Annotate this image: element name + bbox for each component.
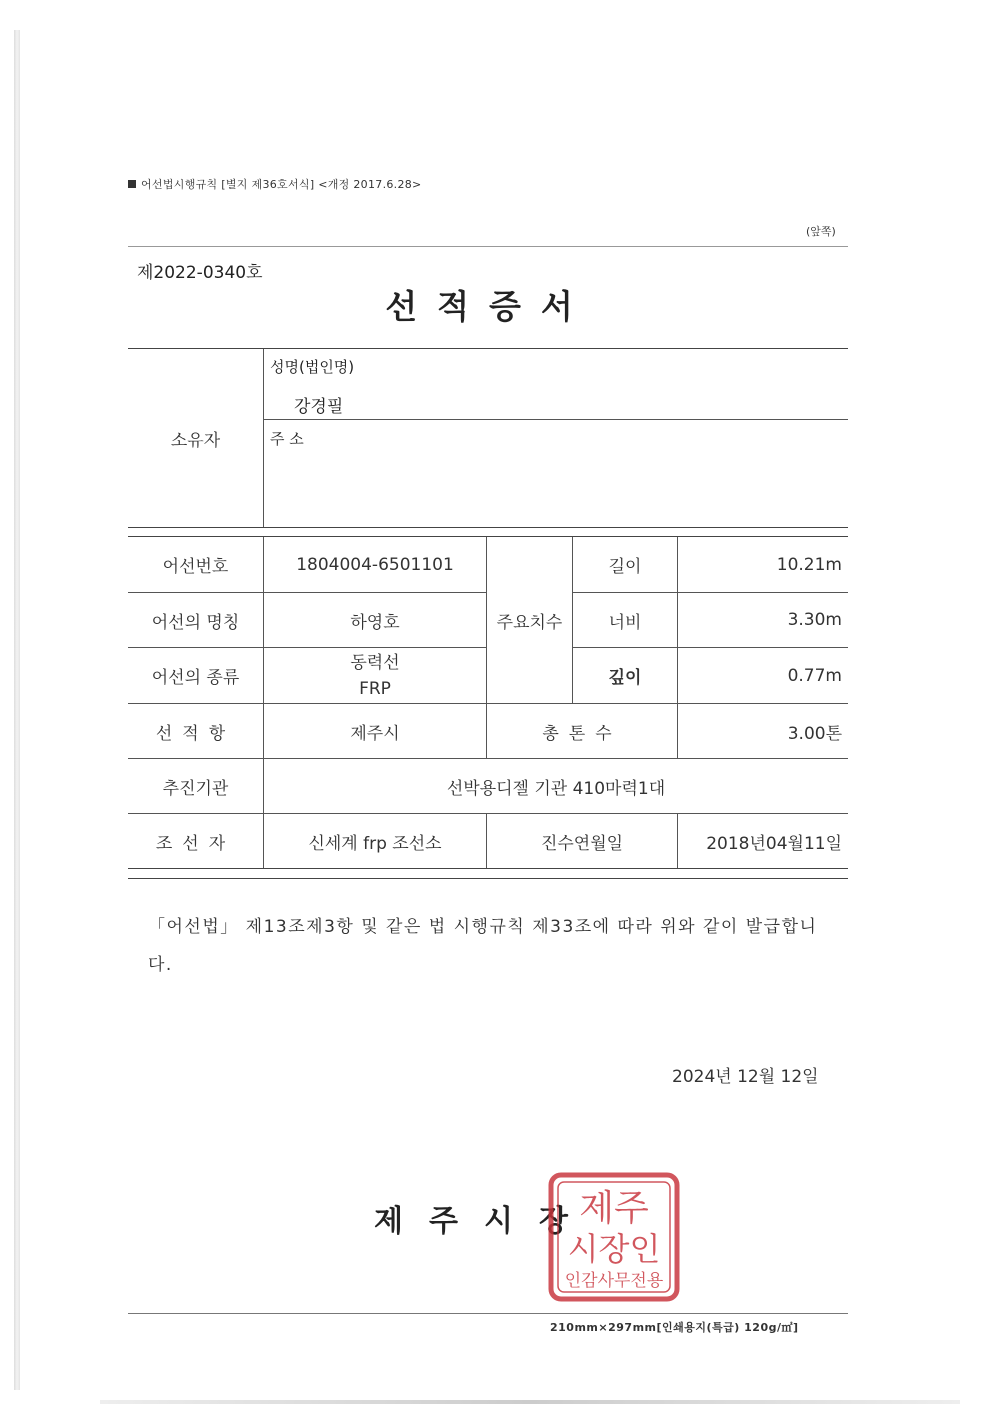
width-value: 3.30m bbox=[787, 610, 842, 630]
official-seal-icon bbox=[548, 1172, 680, 1302]
scan-edge-bottom bbox=[100, 1400, 960, 1404]
engine-label: 추진기관 bbox=[162, 778, 229, 799]
tonnage-value: 3.00톤 bbox=[787, 723, 842, 744]
tonnage-label: 총톤수 bbox=[542, 723, 622, 744]
copy-label: (앞쪽) bbox=[806, 225, 836, 238]
length-value: 10.21m bbox=[776, 554, 842, 575]
vessel-name-value: 하영호 bbox=[350, 612, 400, 633]
owner-name-value: 강경필 bbox=[294, 397, 344, 417]
depth-label: 깊이 bbox=[608, 668, 642, 688]
launch-date-label: 진수연월일 bbox=[540, 833, 624, 854]
depth-value: 0.77m bbox=[787, 665, 842, 686]
engine-value: 선박용디젤 기관 410마력1대 bbox=[446, 778, 666, 799]
issuance-statement: 「어선법」 제13조제3항 및 같은 법 시행규칙 제33조에 따라 위와 같이 발급합니다. bbox=[148, 917, 818, 975]
vessel-number-label: 어선번호 bbox=[162, 557, 229, 577]
vessel-type-value bbox=[264, 648, 486, 703]
svg-text:제주: 제주 bbox=[579, 1188, 649, 1229]
port-value: 제주시 bbox=[350, 723, 400, 744]
vessel-name-label: 어선의 명칭 bbox=[151, 612, 240, 633]
port-label: 선적항 bbox=[155, 723, 236, 744]
form-reference: 어선법시행규칙 [별지 제36호서식] <개정 2017.6.28> bbox=[128, 176, 422, 192]
vessel-number-value: 1804004-6501101 bbox=[296, 554, 454, 575]
scan-edge-left bbox=[14, 30, 20, 1390]
table-border bbox=[128, 878, 848, 879]
builder-value: 신세계 frp 조선소 bbox=[308, 833, 442, 854]
table-border bbox=[128, 527, 848, 528]
launch-date-value: 2018년04월11일 bbox=[706, 833, 842, 854]
square-bullet-icon bbox=[128, 180, 136, 188]
vessel-type-line1: 동력선 bbox=[350, 652, 400, 673]
divider bbox=[128, 1313, 848, 1314]
table-border bbox=[263, 349, 264, 527]
svg-text:시장인: 시장인 bbox=[567, 1230, 661, 1268]
owner-name-label: 성명(법인명) bbox=[270, 358, 355, 376]
issue-date: 2024년 12월 12일 bbox=[672, 1067, 819, 1087]
issuer-name: 제주시장 bbox=[374, 1204, 594, 1239]
builder-label: 조선자 bbox=[155, 833, 236, 854]
vessel-type-line2: FRP bbox=[359, 678, 391, 699]
document-number: 제2022-0340호 bbox=[137, 263, 263, 283]
width-label: 너비 bbox=[608, 612, 642, 633]
paper-spec: 210mm×297mm[인쇄용지(특급) 120g/㎡] bbox=[550, 1321, 799, 1334]
dimensions-label: 주요치수 bbox=[496, 612, 563, 633]
owner-section-label: 소유자 bbox=[170, 430, 221, 451]
table-border bbox=[128, 868, 848, 869]
vessel-type-label: 어선의 종류 bbox=[151, 668, 240, 688]
length-label: 길이 bbox=[608, 557, 642, 577]
table-border bbox=[264, 419, 848, 420]
divider bbox=[128, 246, 848, 247]
svg-text:인감사무전용: 인감사무전용 bbox=[564, 1271, 664, 1291]
page-title: 선적증서 bbox=[385, 287, 593, 326]
owner-address-label: 주 소 bbox=[270, 430, 304, 448]
